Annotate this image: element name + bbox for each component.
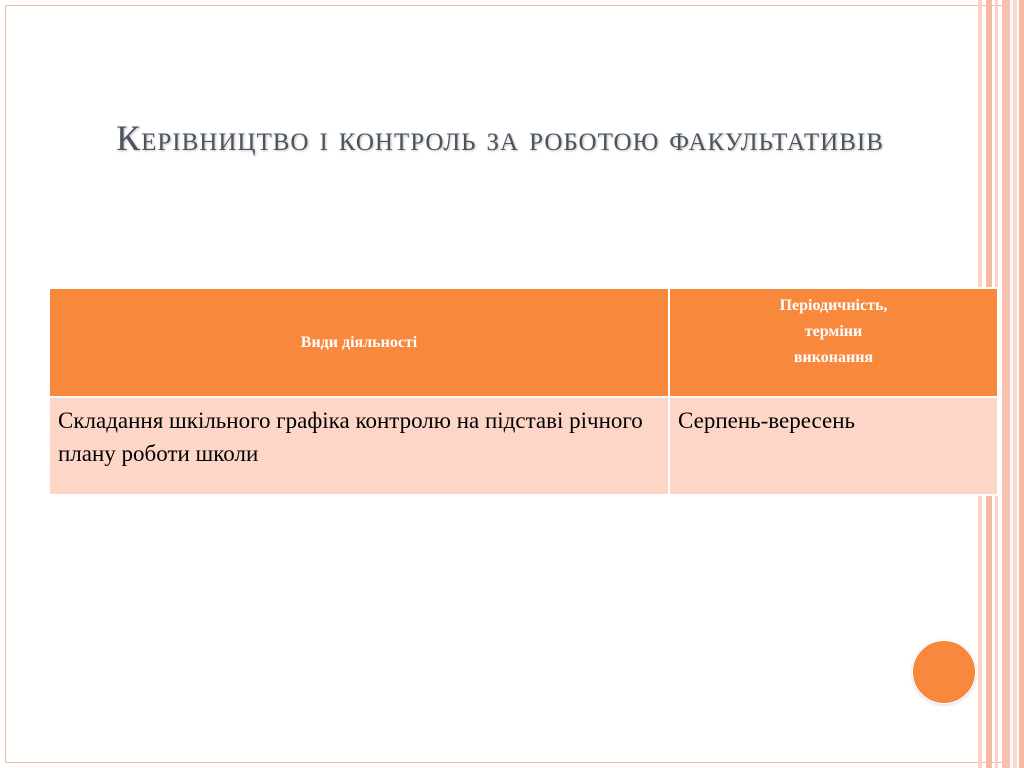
table-header-row (49, 288, 998, 397)
decorative-stripe (1013, 0, 1017, 768)
header-period-line2: терміни (804, 323, 863, 340)
activity-table-container (48, 287, 969, 496)
header-period-line3: виконання (793, 349, 874, 366)
header-period-line1: Періодичність, (779, 297, 888, 314)
cell-activity: Складання шкільного графіка контролю на підставі річного плану роботи школи (49, 397, 669, 495)
table-row (49, 397, 998, 495)
decorative-circle (912, 640, 976, 704)
cell-period: Серпень-вересень (669, 397, 998, 495)
header-activity: Види діяльності (49, 288, 669, 397)
header-period (669, 288, 998, 397)
activity-table (48, 287, 999, 496)
decorative-stripe (1002, 0, 1010, 768)
slide-title: Керівництво і контроль за роботою факультативів (116, 118, 884, 158)
decorative-stripe (1019, 0, 1024, 768)
